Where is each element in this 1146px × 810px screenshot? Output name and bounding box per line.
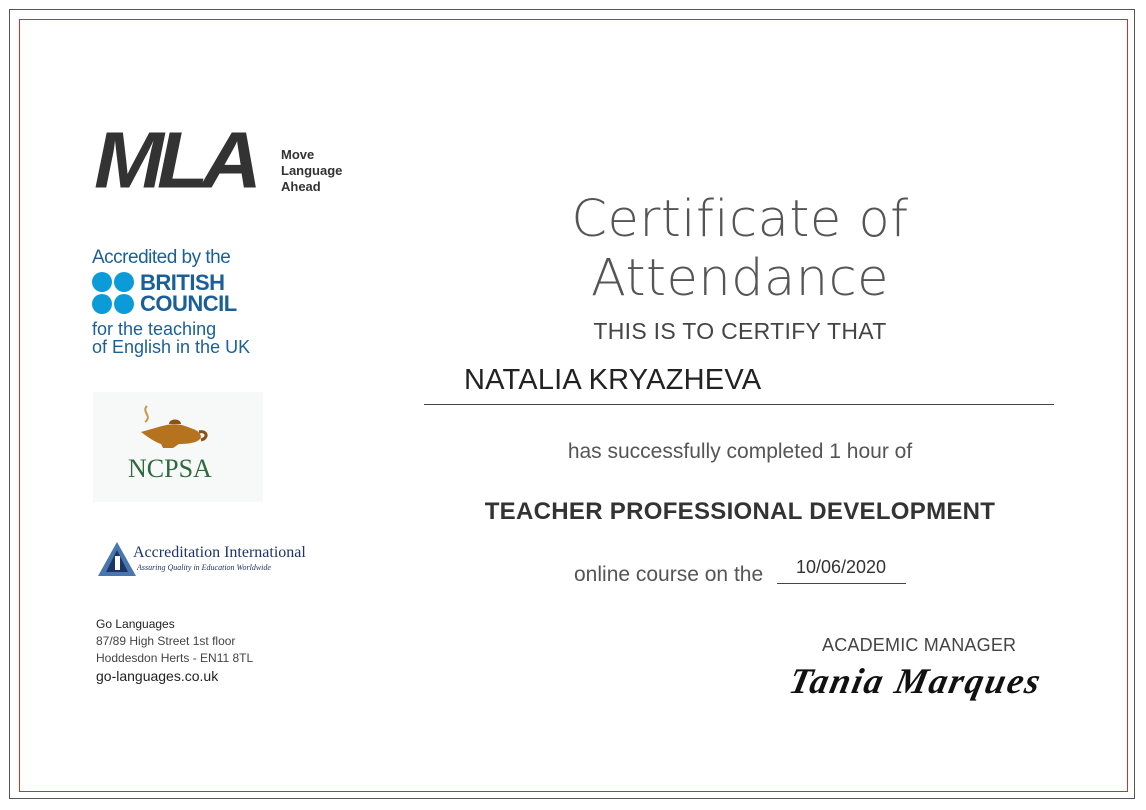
accreditation-triangle-icon xyxy=(97,540,137,578)
completion-statement: has successfully completed 1 hour of xyxy=(567,440,913,463)
address-line: 87/89 High Street 1st floor xyxy=(96,634,236,648)
recipient-name: NATALIA KRYAZHEVA xyxy=(464,364,762,396)
british-council-logo xyxy=(92,247,250,356)
tagline-line: Move xyxy=(281,147,315,162)
bc-purpose-line: for the teaching xyxy=(92,319,217,339)
address-line: Hoddesdon Herts - EN11 8TL xyxy=(96,651,254,665)
bc-name-line: COUNCIL xyxy=(140,291,237,316)
course-title: TEACHER PROFESSIONAL DEVELOPMENT xyxy=(484,498,996,525)
ncpsa-logo xyxy=(93,392,263,502)
accreditation-subtitle: Assuring Quality in Education Worldwide xyxy=(137,563,271,572)
school-address xyxy=(96,616,253,685)
mla-tagline xyxy=(281,147,342,195)
signatory-title: ACADEMIC MANAGER xyxy=(822,635,1017,655)
bc-accredited-text: Accredited by the xyxy=(92,247,231,268)
accreditation-name: Accreditation International xyxy=(133,544,306,561)
certificate-title: Certificate of Attendance xyxy=(571,190,909,308)
organization-name: Go Languages xyxy=(96,617,175,631)
oil-lamp-icon xyxy=(133,402,213,452)
british-council-dots-icon xyxy=(92,272,138,314)
bc-name xyxy=(140,272,237,314)
mla-logo: MLA xyxy=(94,115,255,205)
website-text: go-languages.co.uk xyxy=(96,668,219,684)
ncpsa-name: NCPSA xyxy=(128,454,212,483)
bc-name-line: BRITISH xyxy=(140,270,225,295)
course-date: 10/06/2020 xyxy=(795,557,887,577)
bc-purpose-line: of English in the UK xyxy=(92,337,251,357)
signature: Tania Marques xyxy=(785,661,1047,701)
date-underline xyxy=(777,583,906,584)
certify-statement: THIS IS TO CERTIFY THAT xyxy=(593,318,887,344)
online-course-label: online course on the xyxy=(574,563,764,586)
bc-purpose-text xyxy=(92,320,250,356)
name-underline xyxy=(424,404,1054,405)
tagline-line: Language xyxy=(281,163,343,178)
tagline-line: Ahead xyxy=(281,179,321,194)
